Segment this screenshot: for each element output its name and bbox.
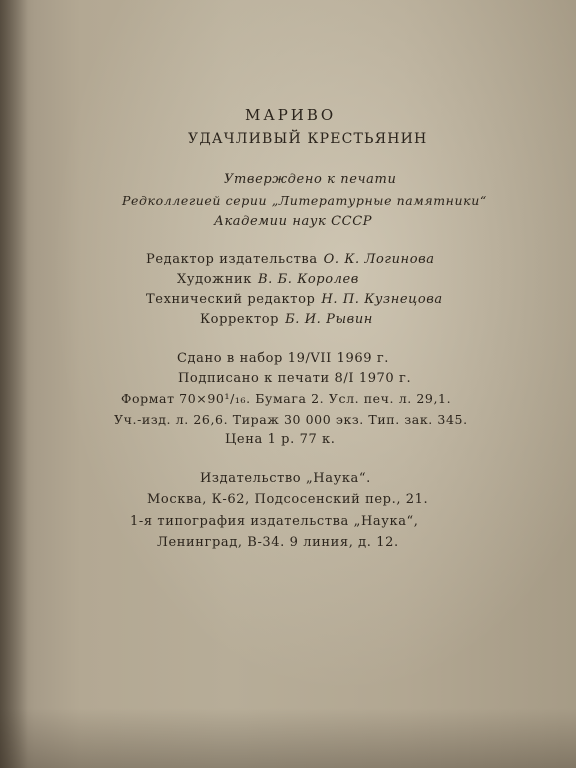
staff-editor-role: Редактор издательства [146, 252, 318, 267]
staff-proofreader-name: Б. И. Рывин [285, 312, 373, 327]
staff-editor-name: О. К. Логинова [323, 252, 435, 267]
printing-line-2: Подписано к печати 8/I 1970 г. [178, 371, 412, 386]
staff-artist [177, 272, 359, 287]
staff-proofreader-role: Корректор [200, 312, 280, 327]
page-bottom-shadow [0, 708, 576, 768]
staff-editor [146, 252, 435, 267]
staff-tech-editor-name: Н. П. Кузнецова [321, 292, 443, 307]
printing-line-1: Сдано в набор 19/VII 1969 г. [177, 351, 389, 366]
printing-line-5: Цена 1 р. 77 к. [225, 432, 336, 447]
approval-line-3: Академии наук СССР [214, 214, 373, 229]
publisher-line-2: Москва, К-62, Подсосенский пер., 21. [147, 492, 429, 507]
author-name: МАРИВО [245, 106, 337, 124]
approval-line-1: Утверждено к печати [224, 172, 397, 187]
publisher-line-3: 1-я типография издательства „Наука“, [130, 514, 419, 529]
book-title: УДАЧЛИВЫЙ КРЕСТЬЯНИН [188, 131, 428, 147]
publisher-line-1: Издательство „Наука“. [200, 471, 371, 486]
staff-artist-name: В. Б. Королев [257, 272, 359, 287]
approval-line-2: Редколлегией серии „Литературные памятники“ [122, 193, 487, 208]
staff-tech-editor [146, 292, 443, 307]
staff-proofreader [200, 312, 373, 327]
printing-line-3: Формат 70×90¹/₁₆. Бумага 2. Усл. печ. л. 29,1. [121, 391, 452, 406]
printing-line-4: Уч.-изд. л. 26,6. Тираж 30 000 экз. Тип. зак. 345. [114, 412, 468, 427]
page-gutter-shadow [0, 0, 28, 768]
staff-artist-role: Художник [177, 272, 252, 287]
staff-tech-editor-role: Технический редактор [146, 292, 316, 307]
publisher-line-4: Ленинград, В-34. 9 линия, д. 12. [157, 535, 399, 550]
